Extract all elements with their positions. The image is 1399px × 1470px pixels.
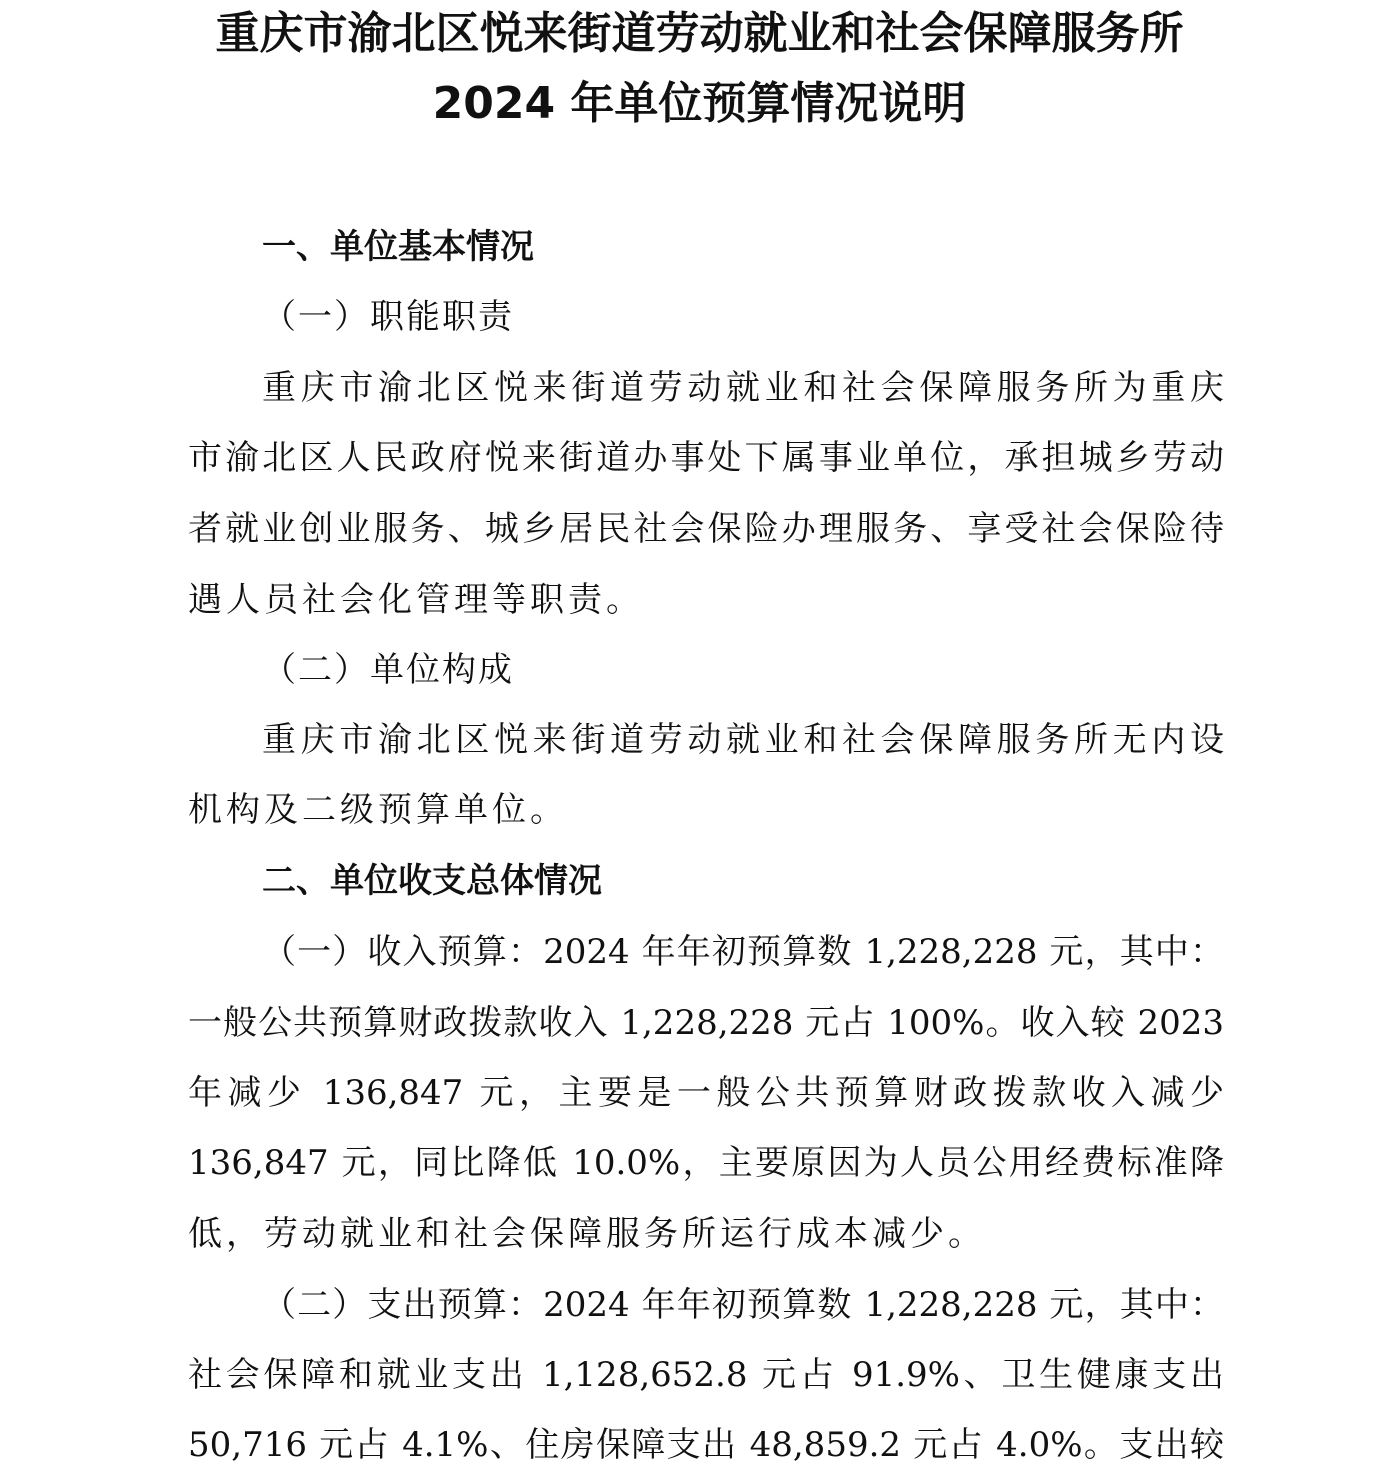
section2-sub1-line5: 低，劳动就业和社会保障服务所运行成本减少。	[188, 1214, 986, 1254]
section2-sub2-line3: 50,716 元占 4.1%、住房保障支出 48,859.2 元占 4.0%。支出较	[188, 1425, 1224, 1465]
section1-sub1-line3: 者就业创业服务、城乡居民社会保险办理服务、享受社会保险待	[188, 509, 1224, 549]
document-title-line2: 2024 年单位预算情况说明	[432, 78, 967, 129]
section1-sub1-line4: 遇人员社会化管理等职责。	[188, 580, 644, 620]
section2-sub2-line1	[262, 1285, 1225, 1325]
section1-heading: 一、单位基本情况	[262, 227, 534, 267]
expense-budget-line1-text: 2024 年年初预算数 1,228,228 元，其中：	[543, 1285, 1225, 1325]
section2-heading: 二、单位收支总体情况	[262, 861, 602, 901]
section2-sub1-line1	[262, 932, 1225, 972]
section1-sub2-heading: （二）单位构成	[262, 650, 514, 690]
section2-sub1-line4: 136,847 元，同比降低 10.0%，主要原因为人员公用经费标准降	[188, 1143, 1224, 1183]
section1-sub1-line2: 市渝北区人民政府悦来街道办事处下属事业单位，承担城乡劳动	[188, 438, 1224, 478]
section1-sub2-line1: 重庆市渝北区悦来街道劳动就业和社会保障服务所无内设	[262, 720, 1224, 760]
income-budget-lead: （一）收入预算：	[262, 932, 544, 972]
section1-sub1-heading: （一）职能职责	[262, 297, 514, 337]
expense-budget-lead: （二）支出预算：	[262, 1285, 544, 1325]
document-title-line1: 重庆市渝北区悦来街道劳动就业和社会保障服务所	[215, 8, 1184, 59]
section2-sub1-line2: 一般公共预算财政拨款收入 1,228,228 元占 100%。收入较 2023	[188, 1003, 1224, 1043]
income-budget-line1-text: 2024 年年初预算数 1,228,228 元，其中：	[543, 932, 1225, 972]
section1-sub2-line2: 机构及二级预算单位。	[188, 790, 568, 830]
section2-sub2-line2: 社会保障和就业支出 1,128,652.8 元占 91.9%、卫生健康支出	[188, 1355, 1224, 1395]
section1-sub1-line1: 重庆市渝北区悦来街道劳动就业和社会保障服务所为重庆	[262, 368, 1224, 408]
section2-sub1-line3: 年减少 136,847 元，主要是一般公共预算财政拨款收入减少	[188, 1073, 1224, 1113]
